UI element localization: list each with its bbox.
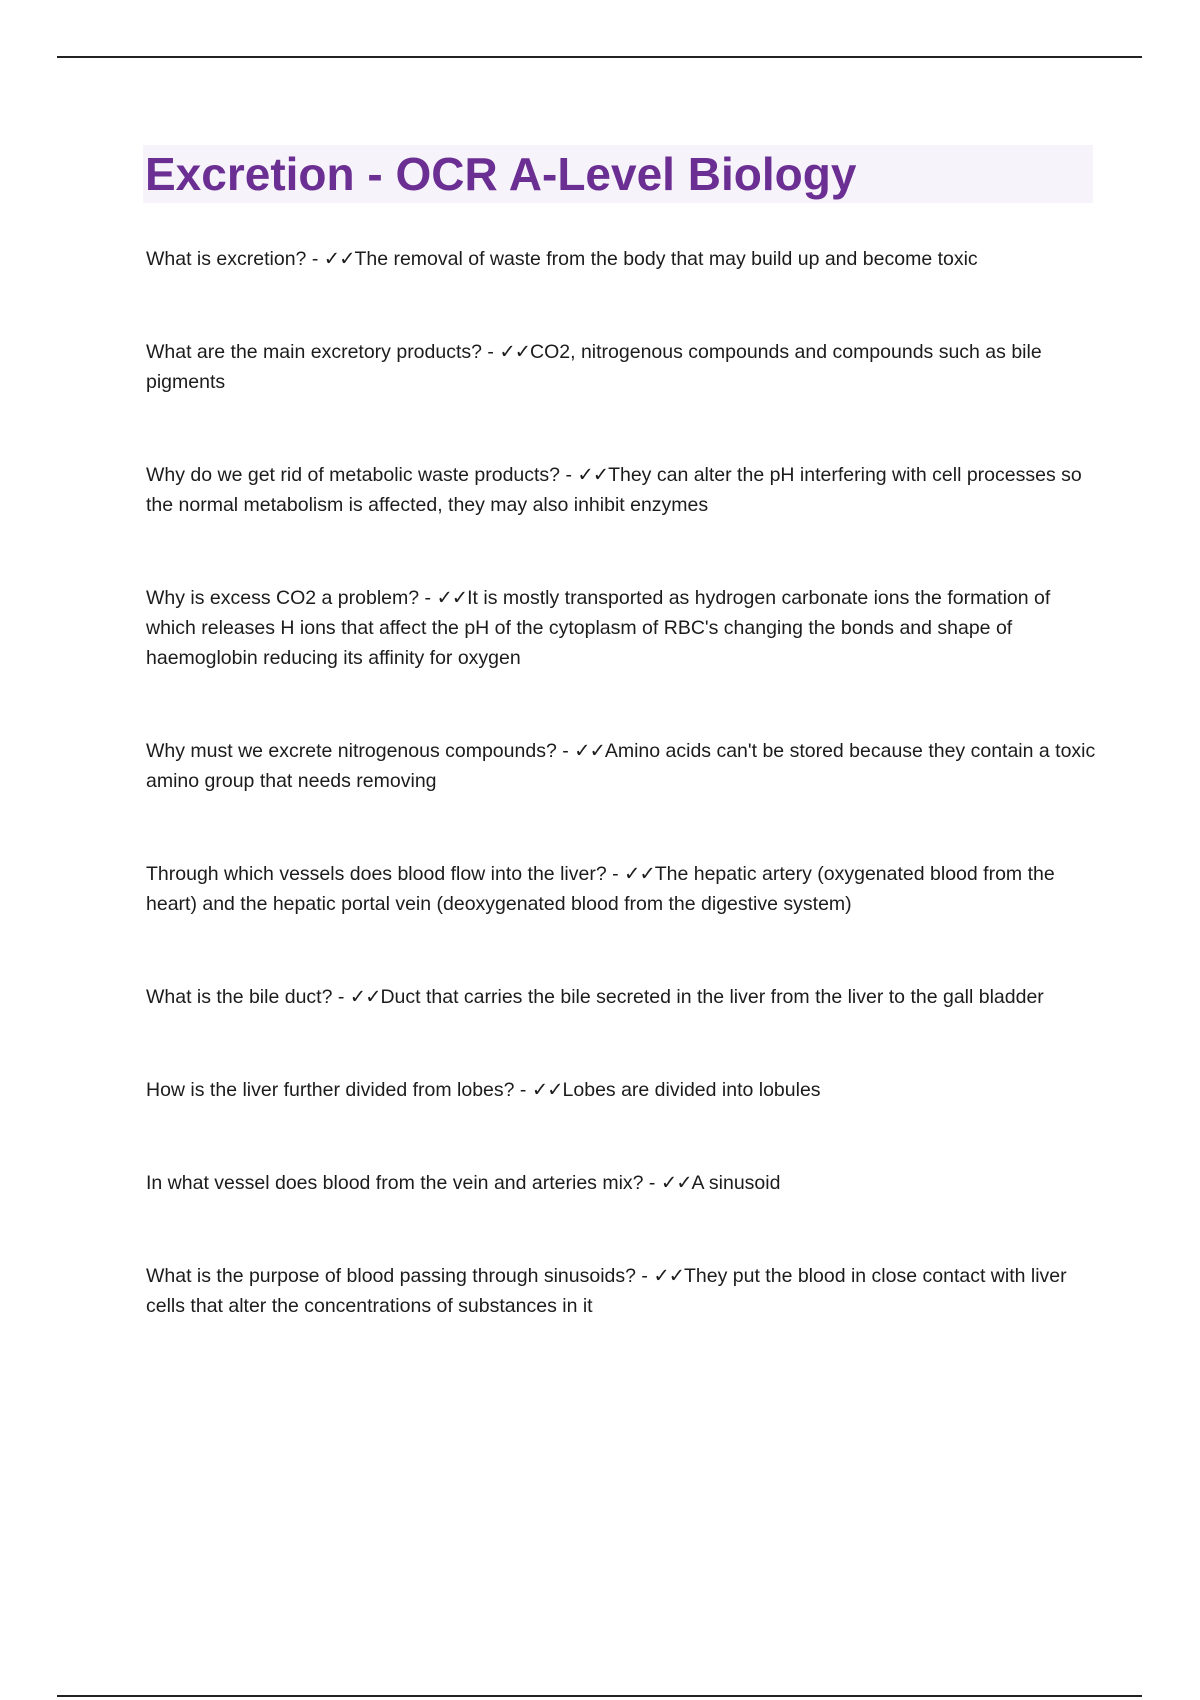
separator: - [606, 863, 625, 885]
double-check-icon: ✓✓ [499, 341, 531, 363]
double-check-icon: ✓✓ [660, 1172, 692, 1194]
question-text: What is excretion? [146, 248, 307, 270]
qa-item [146, 244, 1096, 274]
qa-item [146, 460, 1096, 520]
question-text: In what vessel does blood from the vein and arteries mix? [146, 1172, 644, 1194]
separator: - [635, 1265, 654, 1287]
question-text: Through which vessels does blood flow into the liver? [146, 863, 607, 885]
header-rule [57, 56, 1142, 58]
page-title: Excretion - OCR A-Level Biology [145, 148, 857, 200]
answer-text: Duct that carries the bile secreted in the liver from the liver to the gall bladder [380, 986, 1044, 1008]
double-check-icon: ✓✓ [349, 986, 381, 1008]
separator: - [482, 341, 500, 363]
double-check-icon: ✓✓ [574, 740, 605, 762]
question-text: What are the main excretory products? [146, 341, 482, 363]
separator: - [643, 1172, 661, 1194]
qa-item [146, 337, 1096, 397]
qa-item [146, 982, 1096, 1012]
qa-item [146, 736, 1096, 796]
separator: - [332, 986, 350, 1008]
answer-text: The hepatic artery (oxygenated blood from the heart) and the hepatic portal vein (deoxygenated blood from the digestive system) [146, 863, 1055, 915]
title-band [143, 145, 1093, 203]
separator: - [419, 587, 437, 609]
separator: - [306, 248, 324, 270]
qa-item [146, 583, 1096, 673]
separator: - [514, 1079, 532, 1101]
double-check-icon: ✓✓ [653, 1265, 685, 1287]
footer-rule [57, 1695, 1142, 1697]
double-check-icon: ✓✓ [436, 587, 468, 609]
question-text: Why is excess CO2 a problem? [146, 587, 420, 609]
question-text: What is the purpose of blood passing through sinusoids? [146, 1265, 636, 1287]
answer-text: A sinusoid [691, 1172, 781, 1194]
answer-text: The removal of waste from the body that may build up and become toxic [354, 248, 978, 270]
answer-text: CO2, nitrogenous compounds and compounds such as bile pigments [146, 341, 1042, 393]
separator: - [556, 740, 575, 762]
answer-text: Lobes are divided into lobules [562, 1079, 821, 1101]
double-check-icon: ✓✓ [624, 863, 655, 885]
answer-text: They can alter the pH interfering with cell processes so the normal metabolism is affected, they may also inhibit enzymes [146, 464, 1082, 516]
qa-item [146, 1168, 1096, 1198]
qa-item [146, 1075, 1096, 1105]
answer-text: It is mostly transported as hydrogen carbonate ions the formation of which releases H ions that affect the pH of the cytoplasm of RBC's changing the bonds and shape of haemoglobin reducing its affinity for oxygen [146, 587, 1051, 669]
answer-text: They put the blood in close contact with liver cells that alter the concentrations of substances in it [146, 1265, 1067, 1317]
question-text: How is the liver further divided from lobes? [146, 1079, 515, 1101]
qa-list [146, 244, 1096, 1321]
answer-text: Amino acids can't be stored because they contain a toxic amino group that needs removing [146, 740, 1096, 792]
qa-item [146, 1261, 1096, 1321]
double-check-icon: ✓✓ [531, 1079, 563, 1101]
question-text: Why do we get rid of metabolic waste products? [146, 464, 561, 486]
qa-item [146, 859, 1096, 919]
question-text: Why must we excrete nitrogenous compounds? [146, 740, 557, 762]
double-check-icon: ✓✓ [323, 248, 355, 270]
separator: - [560, 464, 578, 486]
question-text: What is the bile duct? [146, 986, 333, 1008]
double-check-icon: ✓✓ [577, 464, 609, 486]
